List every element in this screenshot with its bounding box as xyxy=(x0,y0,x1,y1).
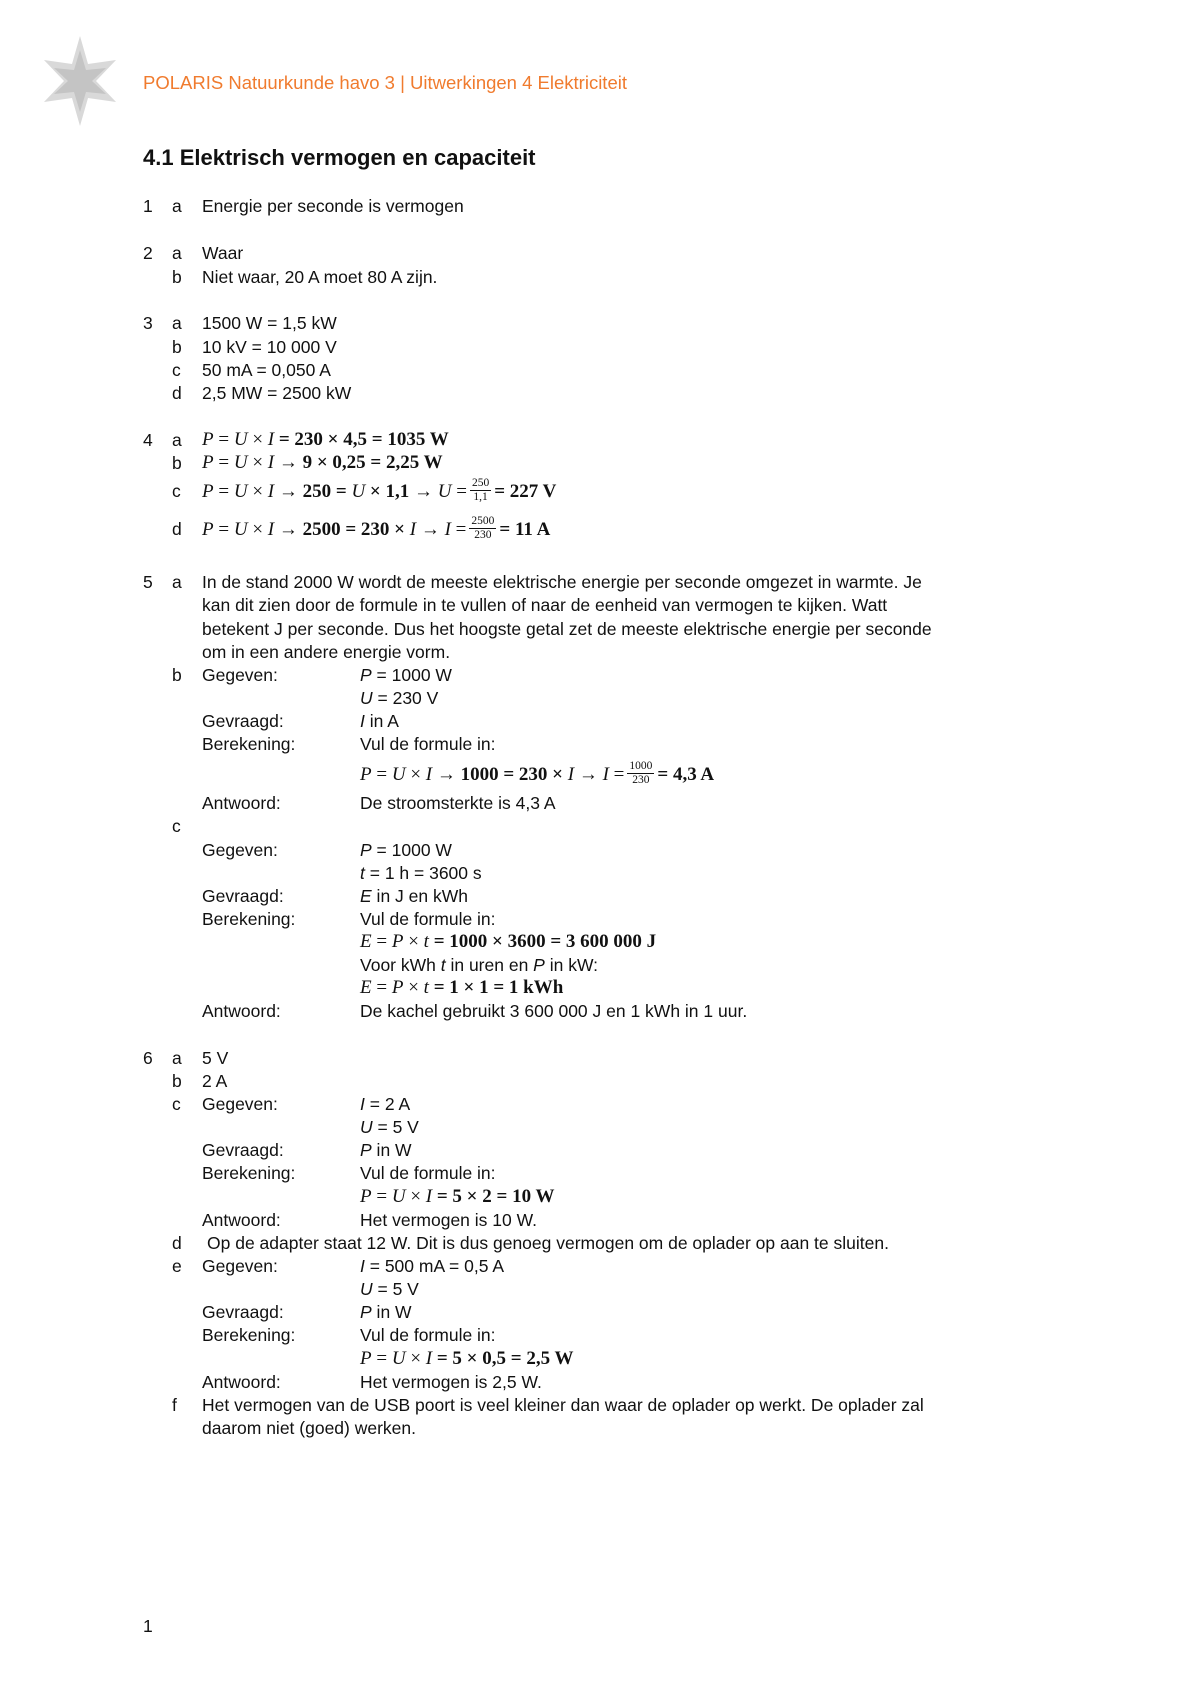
asked-value: E in J en kWh xyxy=(360,886,468,906)
berekening-label: Berekening: xyxy=(202,1163,296,1183)
gevraagd-label: Gevraagd: xyxy=(202,1302,284,1322)
answer-text: 1500 W = 1,5 kW xyxy=(202,313,337,333)
asked-value: P in W xyxy=(360,1302,412,1322)
answer-text: Het vermogen is 10 W. xyxy=(360,1210,538,1230)
antwoord-label: Antwoord: xyxy=(202,1210,281,1230)
formula: P = U × I → 2500 = 230 × I → I = $\frac{2500}{230}$ = 11 A xyxy=(202,515,551,541)
answer-text: 2 A xyxy=(202,1071,228,1091)
answer-text: 2,5 MW = 2500 kW xyxy=(202,383,352,403)
calc-instruction: Vul de formule in: xyxy=(360,734,496,754)
formula: P = U × I = 5 × 0,5 = 2,5 W xyxy=(360,1348,574,1369)
answer-text: betekent J per seconde. Dus het hoogste getal zet de meeste elektrische energie per seconde xyxy=(202,619,932,639)
question-number: 3 xyxy=(143,313,153,333)
question-number: 2 xyxy=(143,243,153,263)
question-number: 1 xyxy=(143,196,153,216)
calc-instruction: Vul de formule in: xyxy=(360,909,496,929)
sub-letter: a xyxy=(172,196,182,216)
answer-text: In de stand 2000 W wordt de meeste elektrische energie per seconde omgezet in warmte. Je xyxy=(202,572,922,592)
given-value: U = 5 V xyxy=(360,1279,419,1299)
asked-value: P in W xyxy=(360,1140,412,1160)
antwoord-label: Antwoord: xyxy=(202,1372,281,1392)
sub-letter: a xyxy=(172,243,182,263)
calc-instruction: Vul de formule in: xyxy=(360,1163,496,1183)
given-value: U = 5 V xyxy=(360,1117,419,1137)
section-title: 4.1 Elektrisch vermogen en capaciteit xyxy=(143,145,536,170)
sub-letter: b xyxy=(172,267,182,287)
page-number: 1 xyxy=(143,1616,153,1636)
berekening-label: Berekening: xyxy=(202,734,296,754)
page-header: POLARIS Natuurkunde havo 3 | Uitwerkingen 4 Elektriciteit xyxy=(143,72,627,93)
gevraagd-label: Gevraagd: xyxy=(202,711,284,731)
gegeven-label: Gegeven: xyxy=(202,665,278,685)
sub-letter: a xyxy=(172,572,182,592)
berekening-label: Berekening: xyxy=(202,1325,296,1345)
calc-instruction: Vul de formule in: xyxy=(360,1325,496,1345)
question-number: 5 xyxy=(143,572,153,592)
formula: E = P × t = 1000 × 3600 = 3 600 000 J xyxy=(360,931,657,952)
answer-text: Het vermogen van de USB poort is veel kleiner dan waar de oplader op werkt. De oplader zal xyxy=(202,1395,924,1415)
sub-letter: b xyxy=(172,665,182,685)
sub-letter: c xyxy=(172,816,181,836)
sub-letter: d xyxy=(172,519,182,539)
sub-letter: e xyxy=(172,1256,182,1276)
answer-text: Waar xyxy=(202,243,244,263)
sub-letter: b xyxy=(172,337,182,357)
sub-letter: b xyxy=(172,453,182,473)
answer-text: De stroomsterkte is 4,3 A xyxy=(360,793,556,813)
answer-text: Niet waar, 20 A moet 80 A zijn. xyxy=(202,267,438,287)
answer-text: Op de adapter staat 12 W. Dit is dus genoeg vermogen om de oplader op aan te sluiten. xyxy=(207,1233,889,1253)
formula: P = U × I → 250 = U × 1,1 → U = $\frac{250}{1,1}$ = 227 V xyxy=(202,477,557,503)
sub-letter: a xyxy=(172,1048,182,1068)
antwoord-label: Antwoord: xyxy=(202,1001,281,1021)
sub-letter: c xyxy=(172,481,181,501)
sub-letter: a xyxy=(172,430,182,450)
polaris-star-logo-icon xyxy=(40,34,120,128)
fraction: $\frac{2500}{230}$ xyxy=(471,515,495,541)
sub-letter: f xyxy=(172,1395,177,1415)
answer-text: 10 kV = 10 000 V xyxy=(202,337,337,357)
given-value: I = 500 mA = 0,5 A xyxy=(360,1256,505,1276)
antwoord-label: Antwoord: xyxy=(202,793,281,813)
given-value: I = 2 A xyxy=(360,1094,411,1114)
formula: P = U × I = 230 × 4,5 = 1035 W xyxy=(202,429,449,450)
asked-value: I in A xyxy=(360,711,399,731)
sub-letter: a xyxy=(172,313,182,333)
sub-letter: d xyxy=(172,383,182,403)
fraction: $\frac{1000}{230}$ xyxy=(629,760,653,786)
given-value: P = 1000 W xyxy=(360,840,452,860)
sub-letter: b xyxy=(172,1071,182,1091)
sub-letter: c xyxy=(172,360,181,380)
unit-note: Voor kWh t in uren en P in kW: xyxy=(360,955,599,975)
answer-text: Energie per seconde is vermogen xyxy=(202,196,464,216)
formula: P = U × I = 5 × 2 = 10 W xyxy=(360,1186,555,1207)
gevraagd-label: Gevraagd: xyxy=(202,1140,284,1160)
formula: P = U × I → 9 × 0,25 = 2,25 W xyxy=(202,452,443,473)
sub-letter: d xyxy=(172,1233,182,1253)
berekening-label: Berekening: xyxy=(202,909,296,929)
answer-text: om in een andere energie vorm. xyxy=(202,642,451,662)
answer-text: 50 mA = 0,050 A xyxy=(202,360,331,380)
gegeven-label: Gegeven: xyxy=(202,840,278,860)
answer-text: daarom niet (goed) werken. xyxy=(202,1418,416,1438)
formula: P = U × I → 1000 = 230 × I → I = $\frac{1000}{230}$ = 4,3 A xyxy=(360,760,715,786)
formula: E = P × t = 1 × 1 = 1 kWh xyxy=(360,977,564,998)
given-value: t = 1 h = 3600 s xyxy=(360,863,482,883)
answer-text: kan dit zien door de formule in te vullen of naar de eenheid van vermogen te kijken. Watt xyxy=(202,595,888,615)
answer-text: 5 V xyxy=(202,1048,229,1068)
gevraagd-label: Gevraagd: xyxy=(202,886,284,906)
question-number: 4 xyxy=(143,430,153,450)
answer-text: Het vermogen is 2,5 W. xyxy=(360,1372,542,1392)
gegeven-label: Gegeven: xyxy=(202,1094,278,1114)
gegeven-label: Gegeven: xyxy=(202,1256,278,1276)
answer-text: De kachel gebruikt 3 600 000 J en 1 kWh in 1 uur. xyxy=(360,1001,748,1021)
sub-letter: c xyxy=(172,1094,181,1114)
fraction: $\frac{250}{1,1}$ xyxy=(471,477,490,503)
given-value: U = 230 V xyxy=(360,688,439,708)
question-number: 6 xyxy=(143,1048,153,1068)
given-value: P = 1000 W xyxy=(360,665,452,685)
